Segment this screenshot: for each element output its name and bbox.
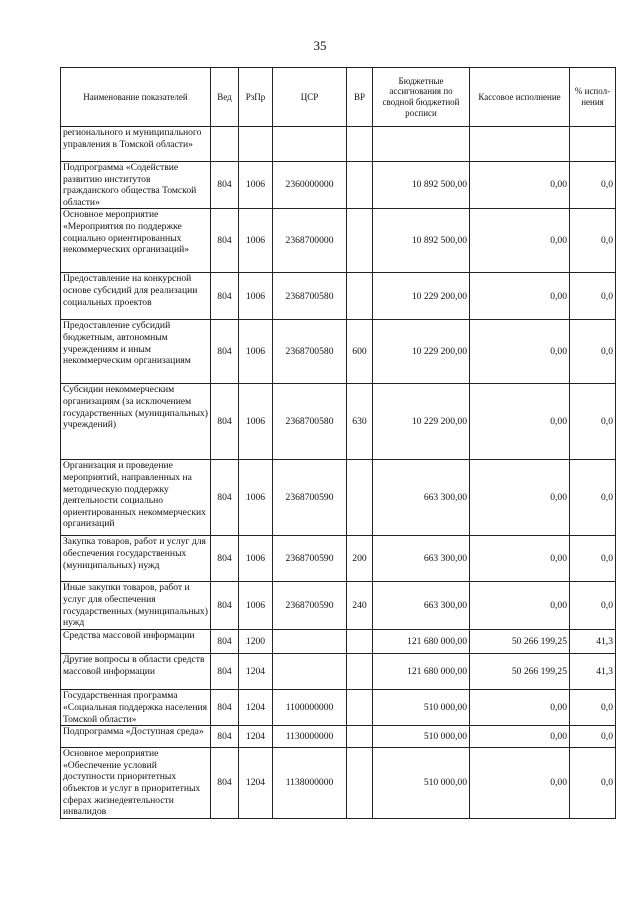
header-budget: Бюджетные ассигнования по сводной бюджетной росписи: [373, 68, 470, 127]
cell-ved: 804: [211, 273, 239, 320]
cell-budget: 663 300,00: [373, 536, 470, 582]
cell-cash: 0,00: [470, 726, 570, 748]
table-row: [61, 384, 616, 460]
cell-cash: 0,00: [470, 536, 570, 582]
page-number: 35: [313, 38, 327, 53]
cell-name: Средства массовой информации: [61, 630, 211, 654]
table-row: [61, 690, 616, 726]
cell-cash: 50 266 199,25: [470, 630, 570, 654]
cell-budget: 10 892 500,00: [373, 209, 470, 273]
cell-cash: 0,00: [470, 384, 570, 460]
header-name: Наименование показателей: [61, 68, 211, 127]
cell-pct: 0,0: [570, 320, 616, 384]
cell-name: Иные закупки товаров, работ и услуг для обеспечения государственных (муниципальных) нужд: [61, 582, 211, 630]
cell-name: Закупка товаров, работ и услуг для обеспечения государственных (муниципальных) нужд: [61, 536, 211, 582]
cell-pct: 41,3: [570, 630, 616, 654]
cell-rzpr: 1200: [239, 630, 273, 654]
header-row: [61, 68, 616, 127]
cell-cash: 0,00: [470, 582, 570, 630]
cell-budget: 10 229 200,00: [373, 384, 470, 460]
cell-rzpr: 1006: [239, 162, 273, 209]
cell-ved: 804: [211, 320, 239, 384]
cell-cash: 50 266 199,25: [470, 654, 570, 690]
table-row: [61, 536, 616, 582]
table-row: [61, 320, 616, 384]
cell-vr: 600: [347, 320, 373, 384]
cell-budget: 663 300,00: [373, 460, 470, 536]
cell-name: Государственная программа «Социальная поддержка населения Томской области»: [61, 690, 211, 726]
header-csr: ЦСР: [273, 68, 347, 127]
cell-ved: 804: [211, 748, 239, 819]
cell-cash: 0,00: [470, 690, 570, 726]
cell-rzpr: [239, 127, 273, 162]
cell-csr: 2368700580: [273, 273, 347, 320]
cell-rzpr: 1204: [239, 654, 273, 690]
header-cash: Кассовое исполнение: [470, 68, 570, 127]
budget-table: [60, 67, 616, 819]
cell-vr: [347, 162, 373, 209]
cell-name: регионального и муниципального управления в Томской области»: [61, 127, 211, 162]
cell-vr: [347, 630, 373, 654]
cell-pct: 0,0: [570, 690, 616, 726]
cell-budget: 510 000,00: [373, 748, 470, 819]
header-vr: ВР: [347, 68, 373, 127]
cell-name: Субсидии некоммерческим организациям (за исключением государственных (муниципальных) учреждений): [61, 384, 211, 460]
cell-pct: 41,3: [570, 654, 616, 690]
cell-pct: 0,0: [570, 384, 616, 460]
cell-cash: 0,00: [470, 162, 570, 209]
cell-ved: 804: [211, 209, 239, 273]
cell-budget: 663 300,00: [373, 582, 470, 630]
cell-vr: [347, 460, 373, 536]
table-row: [61, 209, 616, 273]
cell-vr: [347, 690, 373, 726]
header-ved: Вед: [211, 68, 239, 127]
table-row: [61, 748, 616, 819]
cell-csr: 2368700000: [273, 209, 347, 273]
cell-budget: 510 000,00: [373, 726, 470, 748]
cell-cash: 0,00: [470, 320, 570, 384]
cell-vr: [347, 273, 373, 320]
header-rzpr: РзПр: [239, 68, 273, 127]
cell-ved: 804: [211, 654, 239, 690]
cell-vr: 240: [347, 582, 373, 630]
cell-cash: 0,00: [470, 460, 570, 536]
cell-csr: 2368700590: [273, 536, 347, 582]
cell-cash: 0,00: [470, 209, 570, 273]
cell-rzpr: 1006: [239, 582, 273, 630]
cell-budget: 121 680 000,00: [373, 654, 470, 690]
cell-csr: 2368700580: [273, 384, 347, 460]
cell-vr: 200: [347, 536, 373, 582]
cell-budget: 10 892 500,00: [373, 162, 470, 209]
table-row: [61, 630, 616, 654]
cell-ved: 804: [211, 726, 239, 748]
cell-budget: 10 229 200,00: [373, 273, 470, 320]
cell-pct: 0,0: [570, 536, 616, 582]
cell-csr: [273, 654, 347, 690]
table-row: [61, 654, 616, 690]
cell-pct: [570, 127, 616, 162]
table-row: [61, 582, 616, 630]
cell-rzpr: 1006: [239, 209, 273, 273]
cell-ved: 804: [211, 460, 239, 536]
cell-ved: 804: [211, 384, 239, 460]
cell-rzpr: 1204: [239, 726, 273, 748]
cell-vr: [347, 748, 373, 819]
cell-budget: [373, 127, 470, 162]
cell-rzpr: 1006: [239, 384, 273, 460]
table-body: [61, 127, 616, 819]
cell-csr: 2368700590: [273, 460, 347, 536]
cell-name: Основное мероприятие «Обеспечение условий доступности приоритетных объектов и услуг в приоритетных сферах жизнедеятельности инвалидов: [61, 748, 211, 819]
cell-name: Подпрограмма «Доступная среда»: [61, 726, 211, 748]
cell-csr: [273, 127, 347, 162]
cell-ved: 804: [211, 536, 239, 582]
cell-ved: 804: [211, 582, 239, 630]
cell-name: Другие вопросы в области средств массовой информации: [61, 654, 211, 690]
cell-rzpr: 1204: [239, 748, 273, 819]
cell-cash: [470, 127, 570, 162]
cell-pct: 0,0: [570, 748, 616, 819]
cell-rzpr: 1006: [239, 273, 273, 320]
cell-ved: [211, 127, 239, 162]
cell-vr: 630: [347, 384, 373, 460]
cell-vr: [347, 127, 373, 162]
cell-budget: 10 229 200,00: [373, 320, 470, 384]
table-row: [61, 460, 616, 536]
table-row: [61, 162, 616, 209]
cell-budget: 121 680 000,00: [373, 630, 470, 654]
table-row: [61, 127, 616, 162]
cell-name: Предоставление субсидий бюджетным, автономным учреждениям и иным некоммерческим организациям: [61, 320, 211, 384]
cell-name: Организация и проведение мероприятий, направленных на методическую поддержку деятельности социально ориентированных некоммерческих организаций: [61, 460, 211, 536]
table-row: [61, 273, 616, 320]
cell-csr: 2368700580: [273, 320, 347, 384]
cell-ved: 804: [211, 690, 239, 726]
cell-budget: 510 000,00: [373, 690, 470, 726]
cell-vr: [347, 209, 373, 273]
cell-cash: 0,00: [470, 748, 570, 819]
cell-cash: 0,00: [470, 273, 570, 320]
cell-rzpr: 1006: [239, 460, 273, 536]
cell-csr: 1130000000: [273, 726, 347, 748]
cell-csr: 2360000000: [273, 162, 347, 209]
cell-pct: 0,0: [570, 162, 616, 209]
cell-csr: [273, 630, 347, 654]
cell-csr: 1100000000: [273, 690, 347, 726]
header-percent: % испол-нения: [570, 68, 616, 127]
cell-pct: 0,0: [570, 209, 616, 273]
cell-name: Основное мероприятие «Мероприятия по поддержке социально ориентированных некоммерческих организаций»: [61, 209, 211, 273]
cell-vr: [347, 654, 373, 690]
cell-name: Предоставление на конкурсной основе субсидий для реализации социальных проектов: [61, 273, 211, 320]
cell-vr: [347, 726, 373, 748]
cell-pct: 0,0: [570, 582, 616, 630]
cell-csr: 2368700590: [273, 582, 347, 630]
cell-ved: 804: [211, 162, 239, 209]
cell-rzpr: 1204: [239, 690, 273, 726]
table-row: [61, 726, 616, 748]
cell-csr: 1138000000: [273, 748, 347, 819]
cell-name: Подпрограмма «Содействие развитию институтов гражданского общества Томской области»: [61, 162, 211, 209]
cell-pct: 0,0: [570, 273, 616, 320]
cell-ved: 804: [211, 630, 239, 654]
cell-pct: 0,0: [570, 726, 616, 748]
cell-pct: 0,0: [570, 460, 616, 536]
cell-rzpr: 1006: [239, 320, 273, 384]
cell-rzpr: 1006: [239, 536, 273, 582]
